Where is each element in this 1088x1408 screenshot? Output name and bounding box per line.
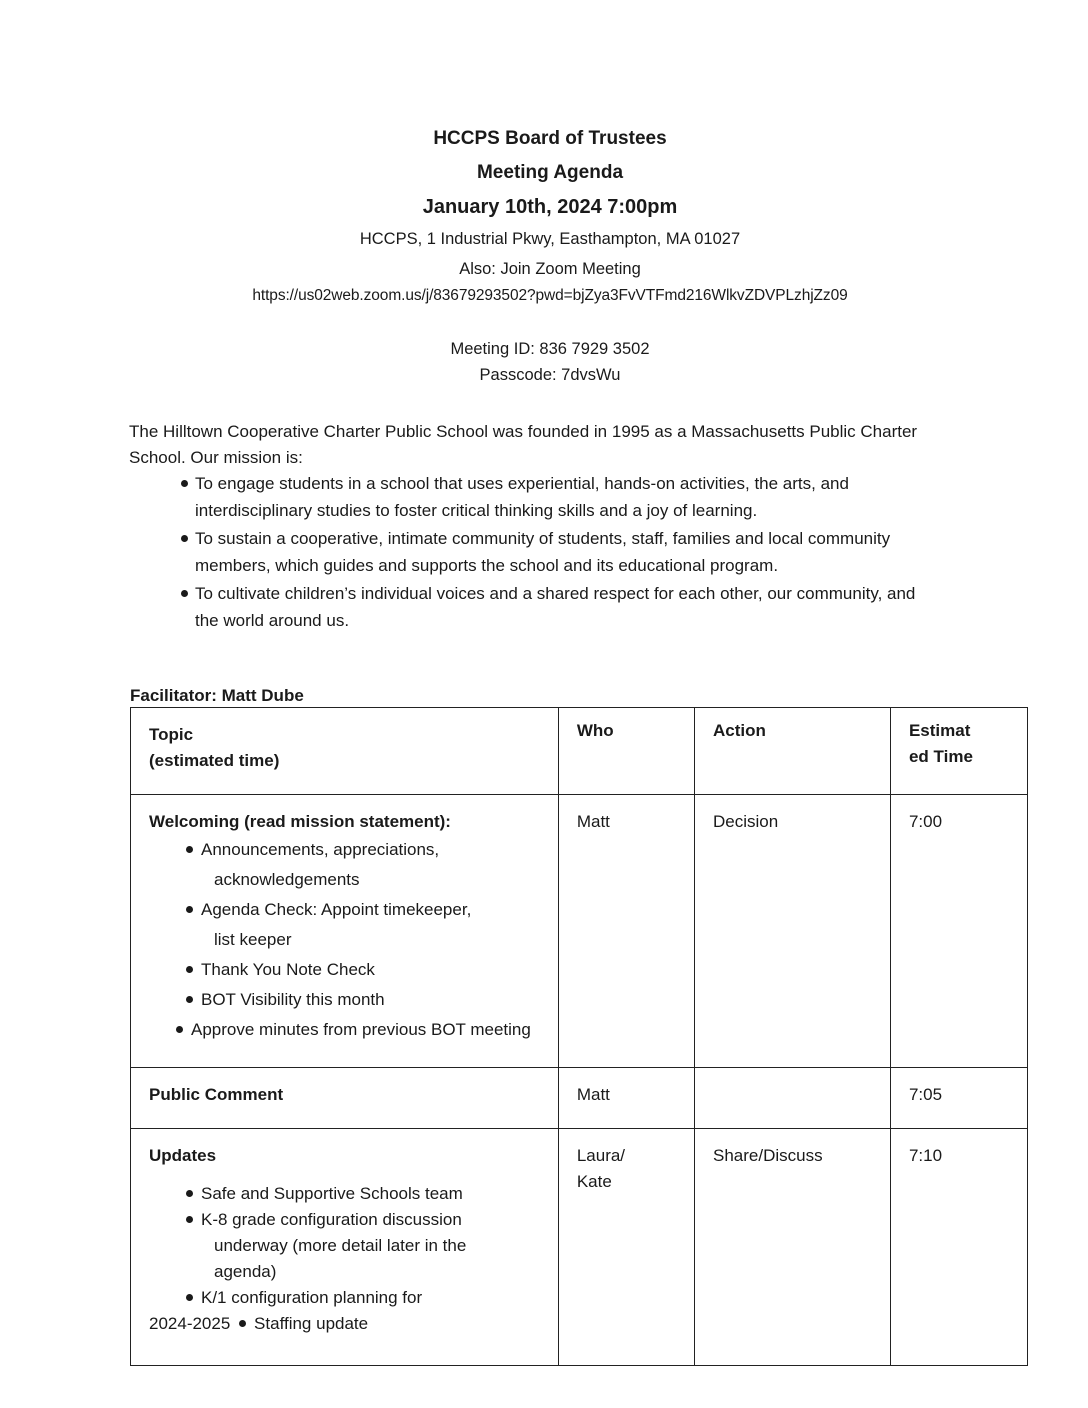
bullet-icon	[186, 996, 193, 1003]
who-cell: Matt	[558, 795, 694, 1068]
bullet-icon	[239, 1320, 246, 1327]
time-cell: 7:00	[890, 795, 1027, 1068]
topic-item: BOT Visibility this month	[149, 985, 540, 1015]
zoom-label: Also: Join Zoom Meeting	[459, 260, 641, 278]
agenda-table	[130, 707, 1028, 1366]
bullet-icon	[186, 1216, 193, 1223]
header-action: Action	[695, 708, 891, 795]
time-cell: 7:05	[890, 1068, 1027, 1129]
bullet-icon	[176, 1026, 183, 1033]
topic-item: Announcements, appreciations, acknowledgements	[149, 835, 540, 895]
facilitator-label: Facilitator: Matt Dube	[130, 686, 304, 705]
topic-item: Approve minutes from previous BOT meeting	[149, 1015, 540, 1045]
table-row	[131, 1068, 1028, 1129]
table-row	[131, 795, 1028, 1068]
document-title: HCCPS Board of Trustees	[433, 128, 667, 149]
bullet-icon	[186, 966, 193, 973]
intro-paragraph: The Hilltown Cooperative Charter Public School was founded in 1995 as a Massachusetts Public Charter School. Our mission is:	[129, 422, 918, 467]
action-cell: Share/Discuss	[695, 1129, 891, 1366]
header-who: Who	[558, 708, 694, 795]
meeting-address: HCCPS, 1 Industrial Pkwy, Easthampton, MA 01027	[359, 230, 741, 248]
meeting-datetime: January 10th, 2024 7:00pm	[422, 196, 678, 218]
topic-item: K/1 configuration planning for 2024-2025 Staffing update	[149, 1288, 423, 1333]
mission-item: To cultivate children’s individual voices and a shared respect for each other, our community, and the world around us.	[163, 581, 943, 634]
action-cell	[695, 1068, 891, 1129]
topic-items	[149, 1181, 540, 1337]
action-cell: Decision	[695, 795, 891, 1068]
topic-item: Thank You Note Check	[149, 955, 540, 985]
bullet-icon	[181, 590, 188, 597]
time-cell: 7:10	[890, 1129, 1027, 1366]
topic-title: Updates	[149, 1146, 217, 1165]
mission-item: To engage students in a school that uses experiential, hands-on activities, the arts, and interdisciplinary studies to foster critical thinking skills and a joy of learning.	[163, 471, 943, 524]
topic-item: Safe and Supportive Schools team	[149, 1181, 540, 1207]
header-estimated-time: Estimat ed Time	[890, 708, 1027, 795]
topic-cell	[131, 1129, 559, 1366]
topic-cell	[131, 795, 559, 1068]
header-topic: Topic (estimated time)	[131, 708, 559, 795]
bullet-icon	[181, 480, 188, 487]
document-subtitle: Meeting Agenda	[476, 162, 624, 183]
mission-item: To sustain a cooperative, intimate community of students, staff, families and local community members, which guides and supports the school and its educational program.	[163, 526, 943, 579]
bullet-icon	[186, 906, 193, 913]
table-header-row	[131, 708, 1028, 795]
meeting-passcode: Passcode: 7dvsWu	[479, 366, 621, 384]
who-cell: Laura/ Kate	[558, 1129, 694, 1366]
table-row	[131, 1129, 1028, 1366]
meeting-id: Meeting ID: 836 7929 3502	[450, 340, 650, 358]
topic-title: Public Comment	[149, 1085, 284, 1104]
bullet-icon	[186, 1190, 193, 1197]
topic-cell	[131, 1068, 559, 1129]
bullet-icon	[186, 846, 193, 853]
bullet-icon	[181, 535, 188, 542]
topic-item: K-8 grade configuration discussion underway (more detail later in the agenda)	[149, 1207, 540, 1285]
who-cell: Matt	[558, 1068, 694, 1129]
topic-items	[149, 835, 540, 1045]
mission-list	[163, 471, 943, 636]
zoom-url-link[interactable]: https://us02web.zoom.us/j/83679293502?pwd=bjZya3FvVTFmd216WlkvZDVPLzhjZz09	[252, 287, 848, 304]
bullet-icon	[186, 1294, 193, 1301]
topic-item: Agenda Check: Appoint timekeeper, list keeper	[149, 895, 540, 955]
topic-title: Welcoming (read mission statement):	[149, 812, 451, 831]
